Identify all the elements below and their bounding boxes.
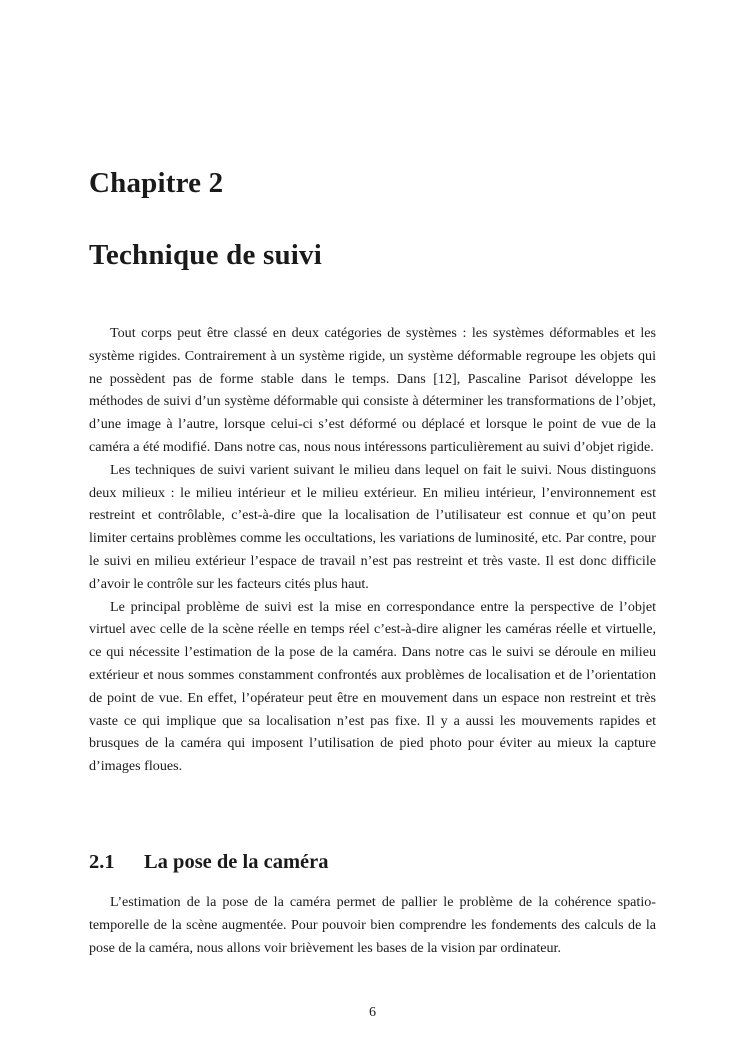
paragraph-tracking-environments: Les techniques de suivi varient suivant le milieu dans lequel on fait le suivi. Nous distinguons deux milieux : le milieu intérieur et le milieu extérieur. En milieu intérieur, l’environnement est restreint et contrôlable, c’est-à-dire que la localisation de l’utilisateur est connue et qu’on peut limiter certains problèmes comme les occultations, les variations de luminosité, etc. Par contre, pour le suivi en milieu extérieur l’espace de travail n’est pas restreint et très vaste. Il est donc difficile d’avoir le contrôle sur les facteurs cités plus haut. <box>89 461 656 592</box>
page-number: 6 <box>368 1004 377 1020</box>
chapter-title: Technique de suivi <box>89 239 322 271</box>
chapter-label: Chapitre 2 <box>89 167 224 199</box>
paragraph-camera-pose: L’estimation de la pose de la caméra permet de pallier le problème de la cohérence spatio-temporelle de la scène augmentée. Pour pouvoir bien comprendre les fondements des calculs de la pose de la caméra, nous allons voir brièvement les bases de la vision par ordinateur. <box>89 894 656 956</box>
section-heading <box>89 850 328 875</box>
section-title: La pose de la caméra <box>144 851 329 873</box>
paragraph-deformable-systems: Tout corps peut être classé en deux catégories de systèmes : les systèmes déformables et les système rigides. Contrairement à un système rigide, un système déformable regroupe les objets qui ne possèdent pas de forme stable dans le temps. Dans [12], Pascaline Parisot développe les méthodes de suivi d’un système déformable qui consiste à déterminer les transformations de l’objet, d’une image à l’autre, lorsque celui-ci s’est déformé ou déplacé et lorsque le point de vue de la caméra a été modifié. Dans notre cas, nous nous intéressons particulièrement au suivi d’objet rigide. <box>89 325 656 455</box>
section-number: 2.1 <box>89 851 115 873</box>
paragraph-tracking-problem: Le principal problème de suivi est la mise en correspondance entre la perspective de l’objet virtuel avec celle de la scène réelle en temps réel c’est-à-dire aligner les caméras réelle et virtuelle, ce qui nécessite l’estimation de la pose de la caméra. Dans notre cas le suivi se déroule en milieu extérieur et nous sommes constamment confrontés aux problèmes de localisation et de l’orientation de point de vue. En effet, l’opérateur peut être en mouvement dans un espace non restreint et très vaste ce qui implique que sa localisation n’est pas fixe. Il y a aussi les mouvements rapides et brusques de la caméra qui imposent l’utilisation de pied photo pour éviter au mieux la capture d’images floues. <box>89 598 656 775</box>
chapter-intro-text <box>89 322 656 778</box>
section-text <box>89 891 656 959</box>
